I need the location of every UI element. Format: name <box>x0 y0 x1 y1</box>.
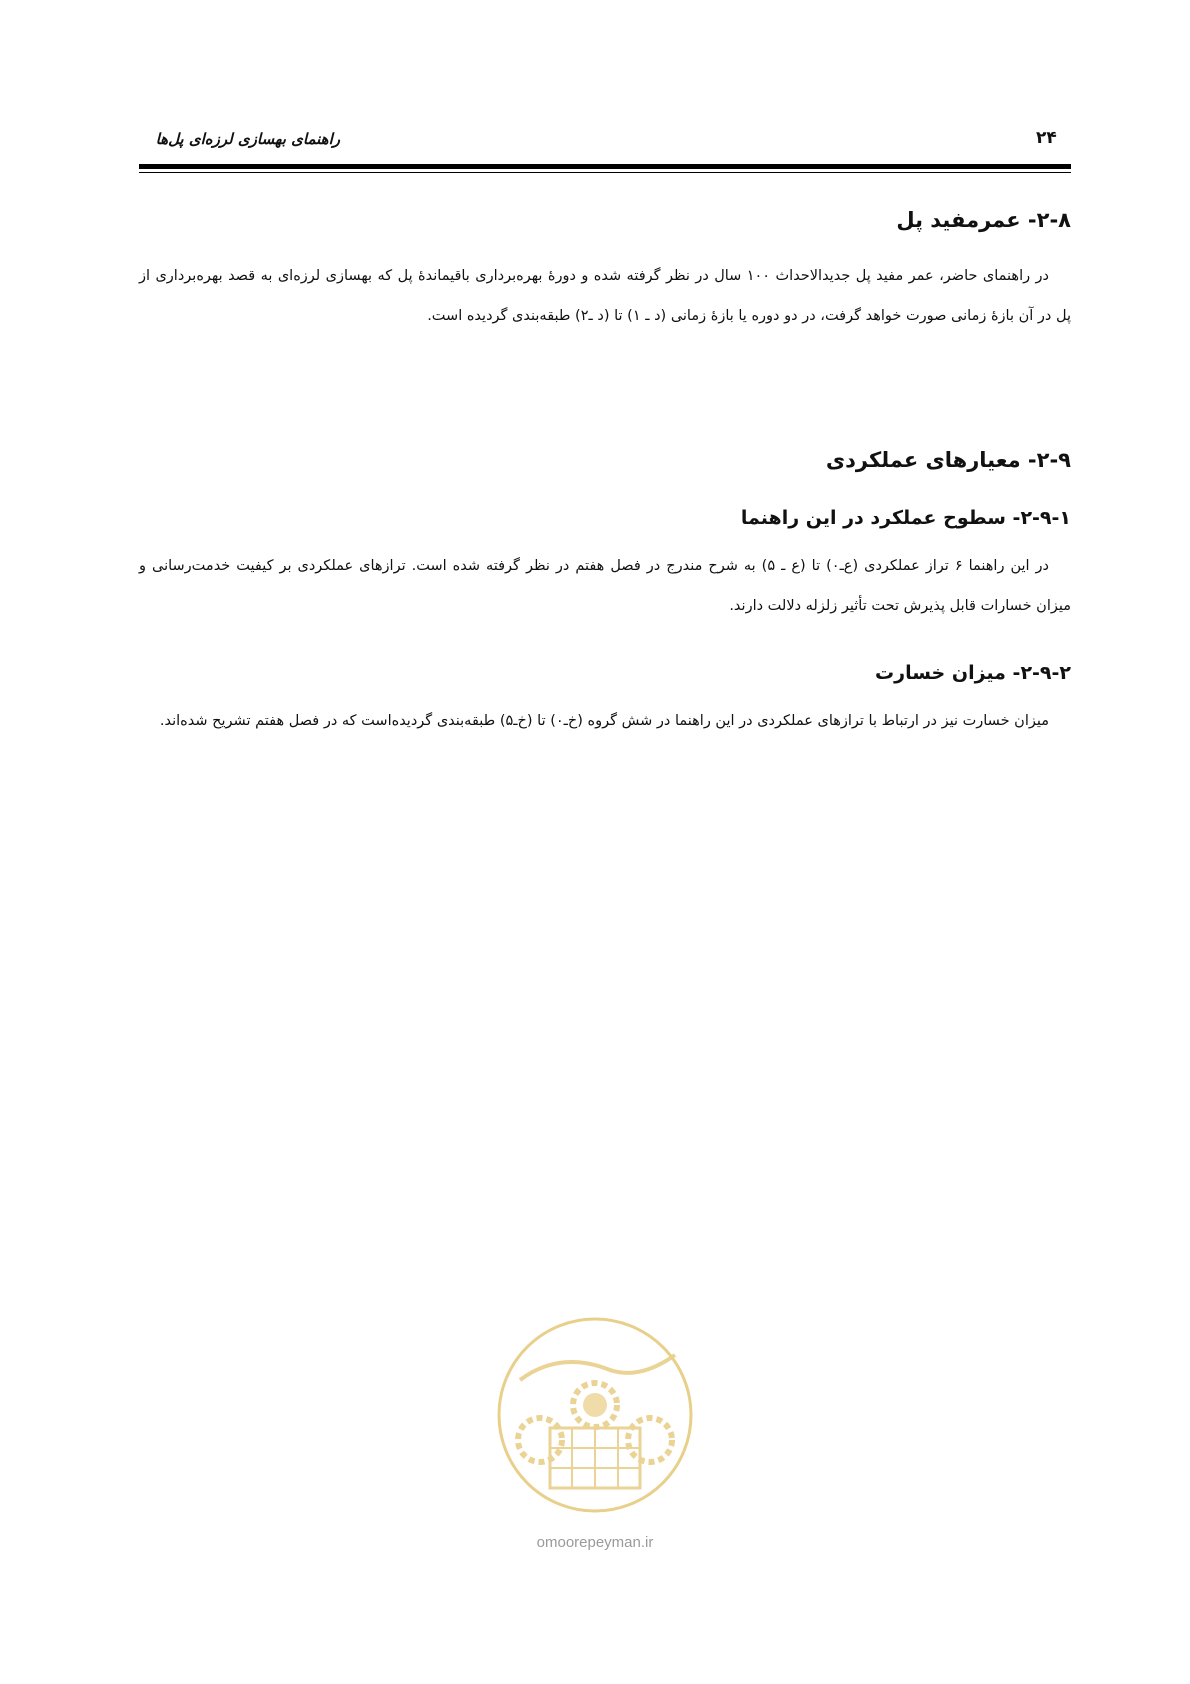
section-heading: ۲-۸- عمرمفید پل <box>896 208 1071 232</box>
subsection-heading: ۲-۹-۲- میزان خسارت <box>875 662 1071 684</box>
subsection-paragraph: میزان خسارت نیز در ارتباط با ترازهای عملکردی در این راهنما در شش گروه (خ‌ـ۰) تا (خ‌ـ۵) طبقه‌بندی گردیده‌است که در فصل هفتم تشریح شده‌اند. <box>159 713 1049 729</box>
header-rule-thin <box>139 172 1071 173</box>
subsection-2-9-1 <box>139 500 1071 626</box>
subsection-paragraph: در این راهنما ۶ تراز عملکردی (ع‌ـ۰) تا (ع ـ ۵) به شرح مندرج در فصل هفتم در نظر گرفته شده است. ترازهای عملکردی بر کیفیت خدمت‌رسانی و میزان خسارات قابل پذیرش تحت تأثیر زلزله دلالت دارند. <box>139 558 1071 614</box>
section-heading: ۲-۹- معیارهای عملکردی <box>825 448 1071 472</box>
section-2-8 <box>139 200 1071 336</box>
section-paragraph: در راهنمای حاضر، عمر مفید پل جدیدالاحداث ۱۰۰ سال در نظر گرفته شده و دورهٔ بهره‌برداری باقیماندهٔ پل که بهسازی لرزه‌ای به قصد بهره‌برداری از پل در آن بازهٔ زمانی صورت خواهد گرفت، در دو دوره یا بازهٔ زمانی (د ـ ۱) تا (د ـ۲) طبقه‌بندی گردیده است. <box>139 268 1071 324</box>
watermark-logo-icon <box>490 1310 700 1520</box>
watermark-url: omoorepeyman.ir <box>536 1534 654 1551</box>
section-2-9 <box>139 440 1071 496</box>
subsection-heading: ۲-۹-۱- سطوح عملکرد در این راهنما <box>740 507 1071 529</box>
header-rule-thick <box>139 164 1071 169</box>
page-number: ۲۴ <box>1036 128 1057 148</box>
running-header-title: راهنمای بهسازی لرزه‌ای پل‌ها <box>155 130 340 148</box>
subsection-2-9-2 <box>139 655 1071 741</box>
